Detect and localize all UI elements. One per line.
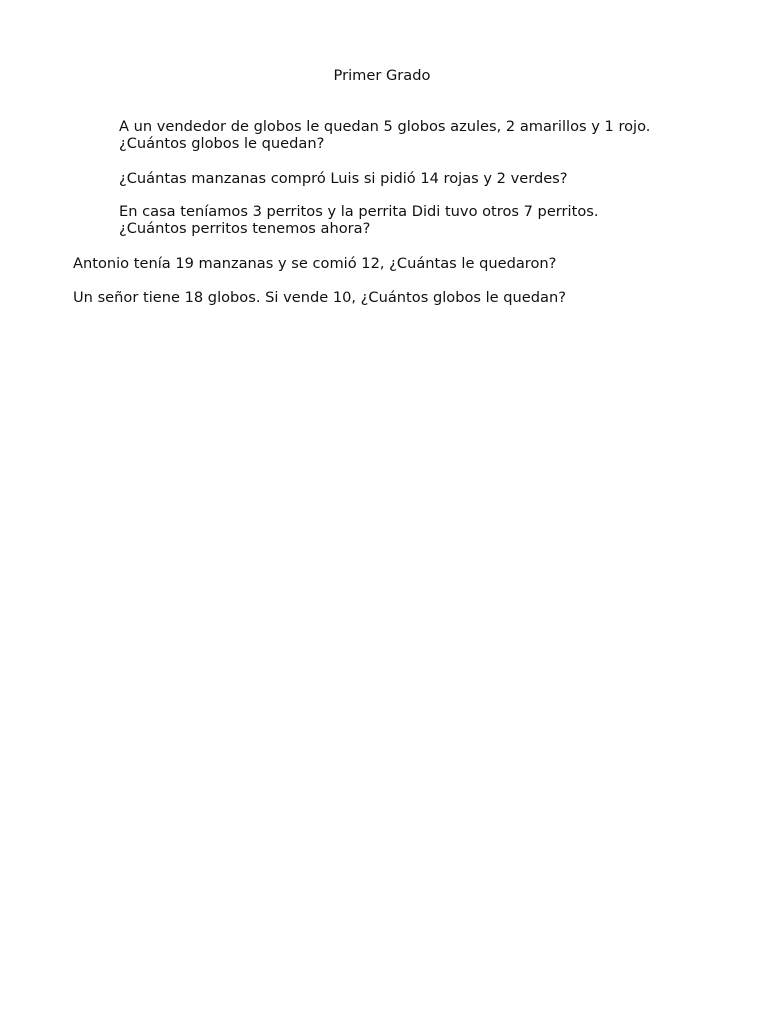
problem-2-line-1: ¿Cuántas manzanas compró Luis si pidió 14 rojas y 2 verdes? xyxy=(119,170,568,187)
problem-1-line-2: ¿Cuántos globos le quedan? xyxy=(119,135,325,152)
problem-1 xyxy=(119,118,650,152)
document-title: Primer Grado xyxy=(333,67,431,84)
problem-4-line-1: Antonio tenía 19 manzanas y se comió 12, ¿Cuántas le quedaron? xyxy=(73,255,557,272)
problem-5 xyxy=(73,289,566,306)
problem-5-line-1: Un señor tiene 18 globos. Si vende 10, ¿Cuántos globos le quedan? xyxy=(73,289,566,306)
problem-1-line-1: A un vendedor de globos le quedan 5 globos azules, 2 amarillos y 1 rojo. xyxy=(119,118,651,135)
problem-3-line-2: ¿Cuántos perritos tenemos ahora? xyxy=(119,220,371,237)
problem-3 xyxy=(119,203,599,237)
problem-3-line-1: En casa teníamos 3 perritos y la perrita Didi tuvo otros 7 perritos. xyxy=(119,203,599,220)
problem-2 xyxy=(119,170,568,187)
problem-4 xyxy=(73,255,556,272)
